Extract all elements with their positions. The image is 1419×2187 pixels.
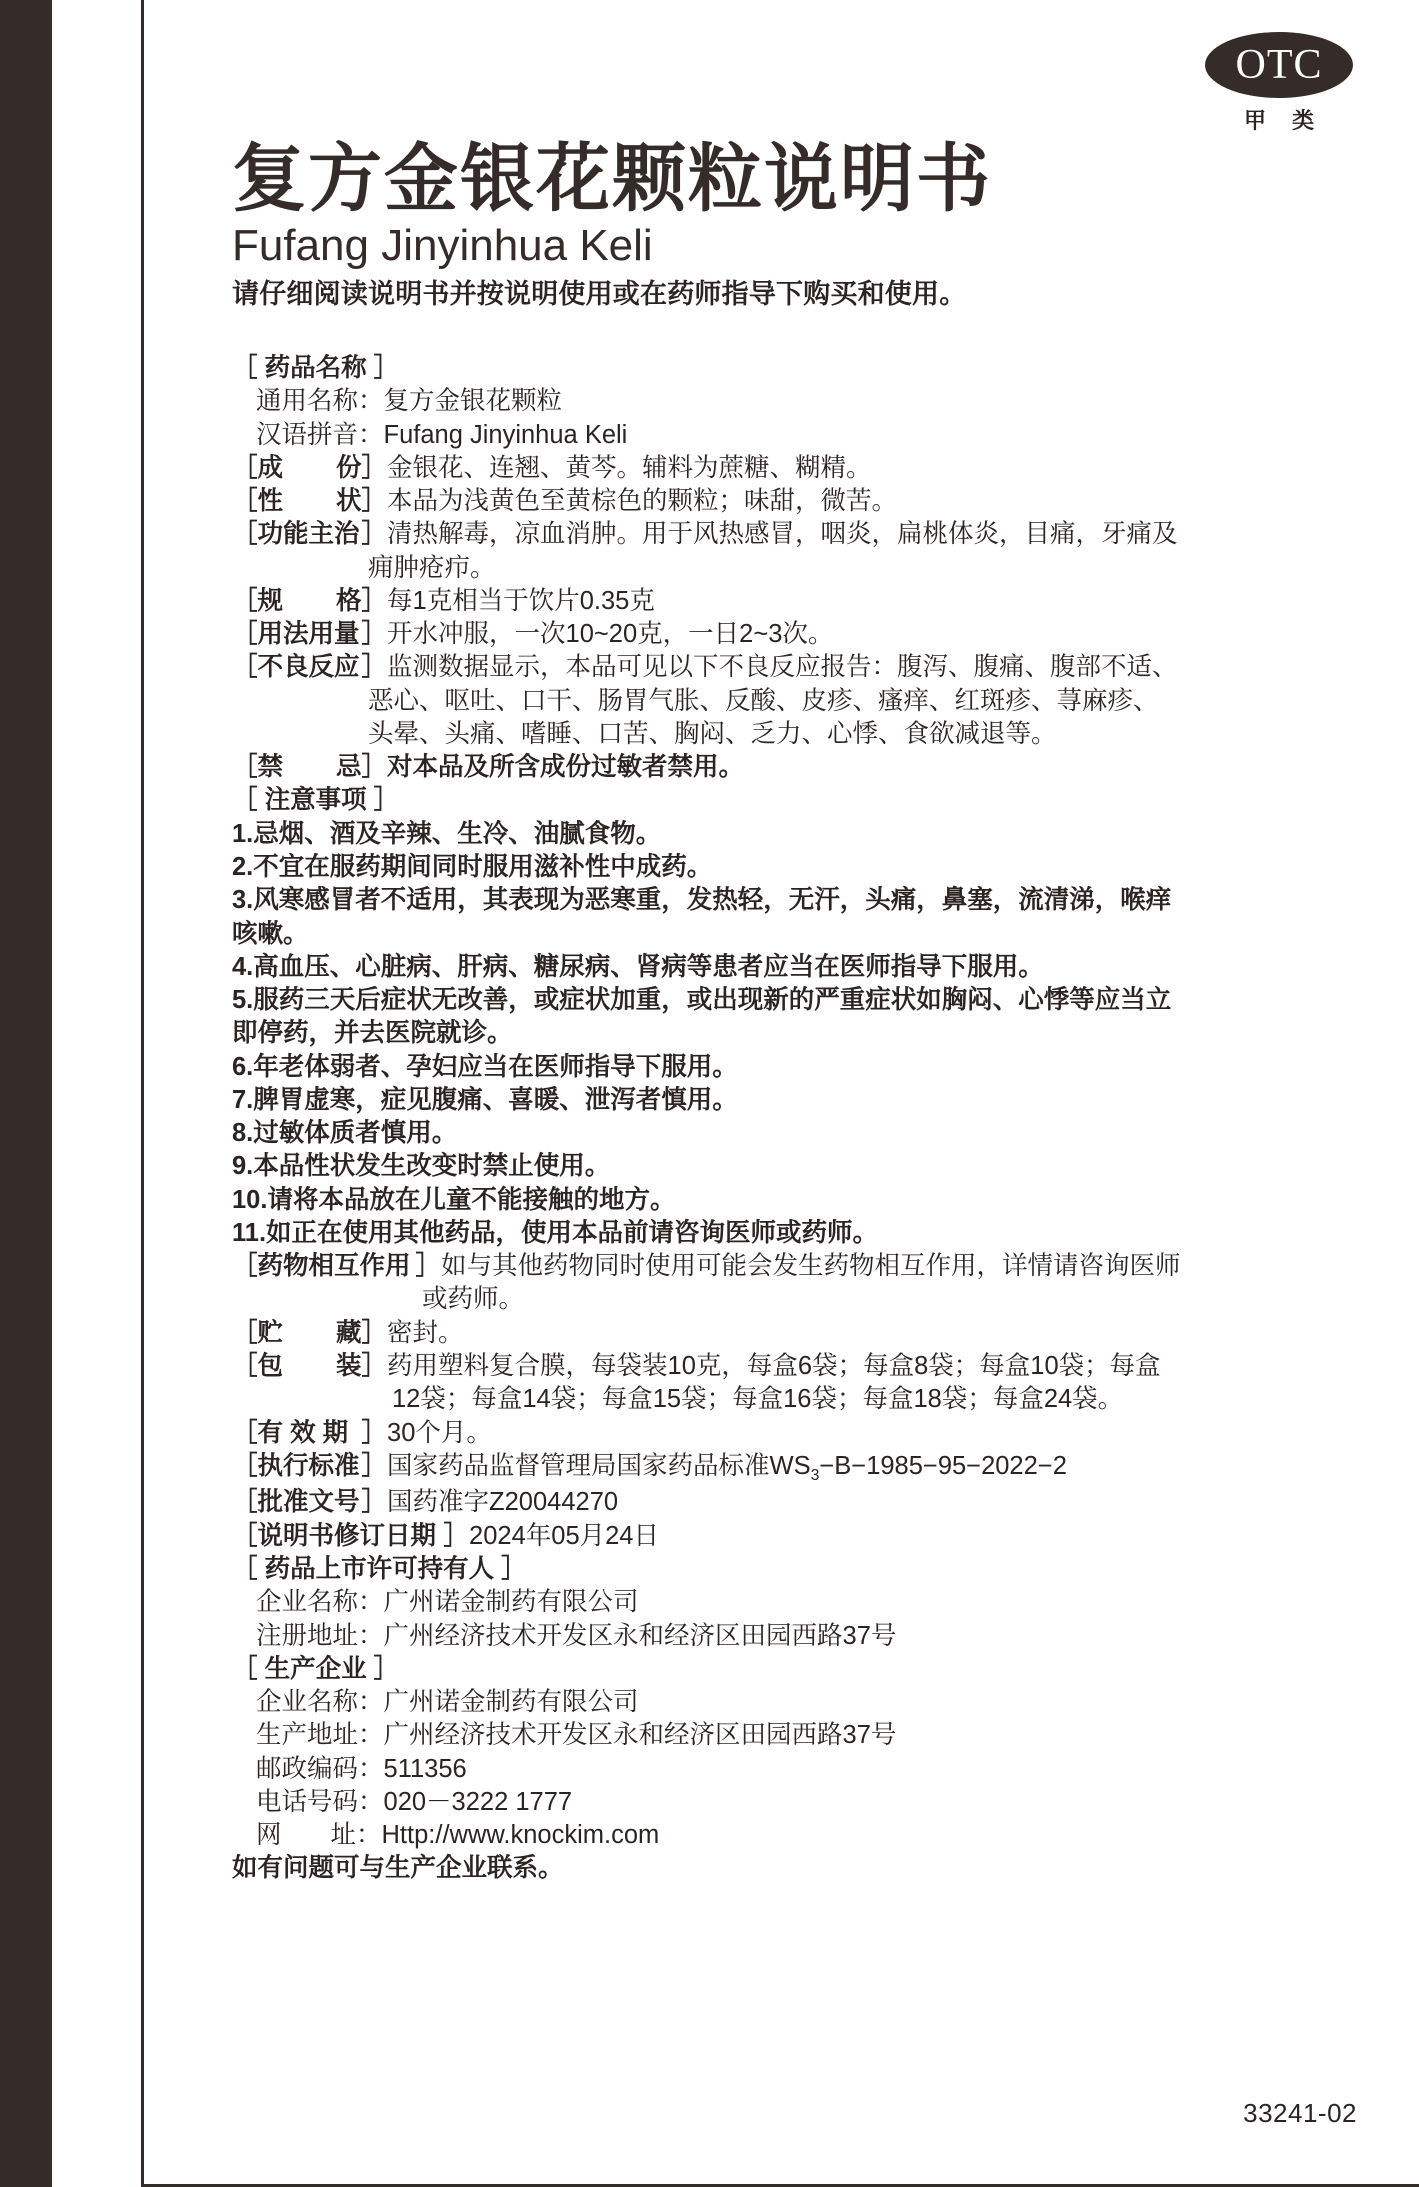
section-packaging-line1: 药用塑料复合膜，每袋装10克，每盒6袋；每盒8袋；每盒10袋；每盒 — [387, 1351, 1161, 1380]
standard-value-pre: 国家药品监督管理局国家药品标准WS — [387, 1451, 811, 1480]
website-colon: ： — [356, 1821, 382, 1850]
pinyin-name-row — [256, 419, 1382, 452]
section-standard-value — [387, 1450, 1382, 1487]
section-specification — [232, 585, 1382, 618]
standard-value-post: −B−1985−95−2022−2 — [819, 1451, 1067, 1480]
precaution-item: 2.不宜在服药期间同时服用滋补性中成药。 — [232, 852, 713, 881]
manufacturer-company-row — [256, 1686, 1382, 1719]
section-indications-label: ［ 功能主治 ］ — [232, 520, 388, 549]
section-shelf-life — [232, 1417, 1382, 1450]
section-adverse-reactions-label: ［ 不良反应 ］ — [232, 653, 388, 682]
generic-name-label: 通用名称： — [256, 387, 384, 416]
section-mah-label: ［ 药品上市许可持有人 ］ — [232, 1555, 527, 1584]
section-contraindications-value: 对本品及所含成份过敏者禁用。 — [387, 753, 745, 782]
generic-name-row — [256, 385, 1382, 418]
manufacturer-company-label: 企业名称： — [256, 1688, 384, 1717]
section-precautions-label: ［ 注意事项 ］ — [232, 786, 400, 815]
section-drug-name-label: ［ 药品名称 ］ — [232, 354, 400, 382]
section-storage-label: ［ 贮 藏 ］ — [232, 1318, 388, 1347]
manufacturer-website-row — [256, 1819, 1382, 1852]
otc-class-label: 甲 类 — [1243, 108, 1325, 133]
manufacturer-phone-label: 电话号码： — [256, 1787, 384, 1816]
section-approval-label: ［ 批准文号 ］ — [232, 1488, 388, 1517]
manufacturer-phone-row — [256, 1786, 1382, 1819]
section-interactions-label: ［ 药物相互作用 ］ — [232, 1252, 442, 1281]
manufacturer-address-value: 广州经济技术开发区永和经济区田园西路37号 — [383, 1721, 897, 1750]
manufacturer-postcode-row — [256, 1753, 1382, 1786]
precaution-item: 11.如正在使用其他药品，使用本品前请咨询医师或药师。 — [232, 1218, 879, 1247]
otc-ellipse-icon — [1205, 32, 1353, 98]
page-subtitle-pinyin: Fufang Jinyinhua Keli — [232, 221, 653, 270]
manufacturer-phone-value: 020－3222 1777 — [383, 1787, 573, 1816]
section-storage-value: 密封。 — [387, 1318, 464, 1347]
section-contraindications-label: ［ 禁 忌 ］ — [232, 753, 388, 782]
section-interactions — [232, 1250, 1382, 1283]
section-shelf-life-label: ［ 有 效 期 ］ — [232, 1418, 388, 1447]
precaution-item: 6.年老体弱者、孕妇应当在医师指导下服用。 — [232, 1052, 738, 1081]
section-dosage — [232, 618, 1382, 651]
insert-body — [232, 352, 1382, 1886]
standard-value-subscript: 3 — [810, 1466, 820, 1484]
precaution-item: 10.请将本品放在儿童不能接触的地方。 — [232, 1185, 676, 1214]
page-title: 复方金银花颗粒说明书 — [232, 137, 992, 220]
section-dosage-value: 开水冲服，一次10~20克，一日2~3次。 — [387, 620, 834, 649]
section-packaging — [232, 1350, 1382, 1383]
mah-company-value: 广州诺金制药有限公司 — [383, 1588, 639, 1617]
mah-address-value: 广州经济技术开发区永和经济区田园西路37号 — [383, 1621, 897, 1650]
manufacturer-postcode-label: 邮政编码： — [256, 1754, 384, 1783]
section-storage — [232, 1317, 1382, 1350]
precaution-item: 9.本品性状发生改变时禁止使用。 — [232, 1152, 611, 1181]
section-approval-value: 国药准字Z20044270 — [387, 1488, 619, 1517]
section-indications-value-line2: 痈肿疮疖。 — [368, 553, 496, 582]
mah-company-row — [256, 1586, 1382, 1619]
section-revision-date-label: ［ 说明书修订日期 ］ — [232, 1521, 470, 1550]
section-drug-name — [232, 352, 1382, 452]
manufacturer-address-label: 生产地址： — [256, 1721, 384, 1750]
section-ingredients-label: ［ 成 份 ］ — [232, 453, 388, 482]
precaution-item: 3.风寒感冒者不适用，其表现为恶寒重，发热轻，无汗，头痛，鼻塞，流清涕，喉痒 — [232, 886, 1172, 915]
mah-company-label: 企业名称： — [256, 1588, 384, 1617]
pinyin-name-value: Fufang Jinyinhua Keli — [383, 420, 628, 449]
section-approval — [232, 1486, 1382, 1519]
section-description-label: ［ 性 状 ］ — [232, 487, 388, 516]
section-specification-value: 每1克相当于饮片0.35克 — [387, 586, 655, 615]
manufacturer-website-value: Http://www.knockim.com — [381, 1821, 660, 1850]
otc-mark — [1199, 32, 1359, 135]
left-dark-band — [0, 0, 52, 2187]
manufacturer-contact-note: 如有问题可与生产企业联系。 — [232, 1854, 564, 1883]
precaution-item: 7.脾胃虚寒，症见腹痛、喜暖、泄泻者慎用。 — [232, 1085, 738, 1114]
precaution-item: 1.忌烟、酒及辛辣、生冷、油腻食物。 — [232, 819, 662, 848]
section-packaging-line2: 12袋；每盒14袋；每盒15袋；每盒16袋；每盒18袋；每盒24袋。 — [392, 1385, 1124, 1414]
mah-address-label: 注册地址： — [256, 1621, 384, 1650]
section-revision-date — [232, 1520, 1382, 1553]
section-adverse-reactions-line2: 恶心、呕吐、口干、肠胃气胀、反酸、皮疹、瘙痒、红斑疹、荨麻疹、 — [368, 686, 1159, 715]
generic-name-value: 复方金银花颗粒 — [383, 387, 563, 416]
section-shelf-life-value: 30个月。 — [387, 1418, 492, 1447]
section-dosage-label: ［ 用法用量 ］ — [232, 620, 388, 649]
precaution-item-cont: 即停药，并去医院就诊。 — [232, 1019, 513, 1048]
manufacturer-website-label: 网 址 — [256, 1821, 356, 1850]
section-indications-value: 清热解毒，凉血消肿。用于风热感冒，咽炎，扁桃体炎，目痛，牙痛及 — [387, 520, 1178, 549]
pinyin-name-label: 汉语拼音： — [256, 420, 384, 449]
section-description — [232, 485, 1382, 518]
section-packaging-label: ［ 包 装 ］ — [232, 1351, 388, 1380]
precaution-item: 4.高血压、心脏病、肝病、糖尿病、肾病等患者应当在医师指导下服用。 — [232, 952, 1044, 981]
section-adverse-reactions-line1: 监测数据显示，本品可见以下不良反应报告：腹泻、腹痛、腹部不适、 — [387, 653, 1178, 682]
section-ingredients-value: 金银花、连翘、黄芩。辅料为蔗糖、糊精。 — [387, 453, 872, 482]
section-adverse-reactions-line3: 头晕、头痛、嗜睡、口苦、胸闷、乏力、心悸、食欲减退等。 — [368, 719, 1057, 748]
section-revision-date-value: 2024年05月24日 — [469, 1521, 659, 1550]
otc-label: OTC — [1235, 42, 1323, 88]
section-interactions-line1: 如与其他药物同时使用可能会发生药物相互作用，详情请咨询医师 — [441, 1252, 1181, 1281]
section-manufacturer-label: ［ 生产企业 ］ — [232, 1654, 400, 1683]
section-ingredients — [232, 452, 1382, 485]
section-indications — [232, 518, 1382, 551]
document-code: 33241-02 — [1243, 2098, 1357, 2128]
manufacturer-postcode-value: 511356 — [383, 1754, 467, 1783]
section-standard-label: ［ 执行标准 ］ — [232, 1451, 388, 1480]
page-left-rule — [141, 0, 144, 2187]
section-standard — [232, 1450, 1382, 1487]
section-interactions-line2: 或药师。 — [422, 1285, 525, 1314]
section-description-value: 本品为浅黄色至黄棕色的颗粒；味甜，微苦。 — [387, 487, 898, 516]
mah-address-row — [256, 1620, 1382, 1653]
manufacturer-company-value: 广州诺金制药有限公司 — [383, 1688, 639, 1717]
read-instructions-notice: 请仔细阅读说明书并按说明使用或在药师指导下购买和使用。 — [232, 279, 967, 309]
section-contraindications — [232, 751, 1382, 784]
precaution-item: 5.服药三天后症状无改善，或症状加重，或出现新的严重症状如胸闷、心悸等应当立 — [232, 986, 1172, 1015]
section-specification-label: ［ 规 格 ］ — [232, 586, 388, 615]
manufacturer-address-row — [256, 1719, 1382, 1752]
precaution-item: 8.过敏体质者慎用。 — [232, 1119, 458, 1148]
section-adverse-reactions — [232, 651, 1382, 684]
precaution-item-cont: 咳嗽。 — [232, 919, 309, 948]
